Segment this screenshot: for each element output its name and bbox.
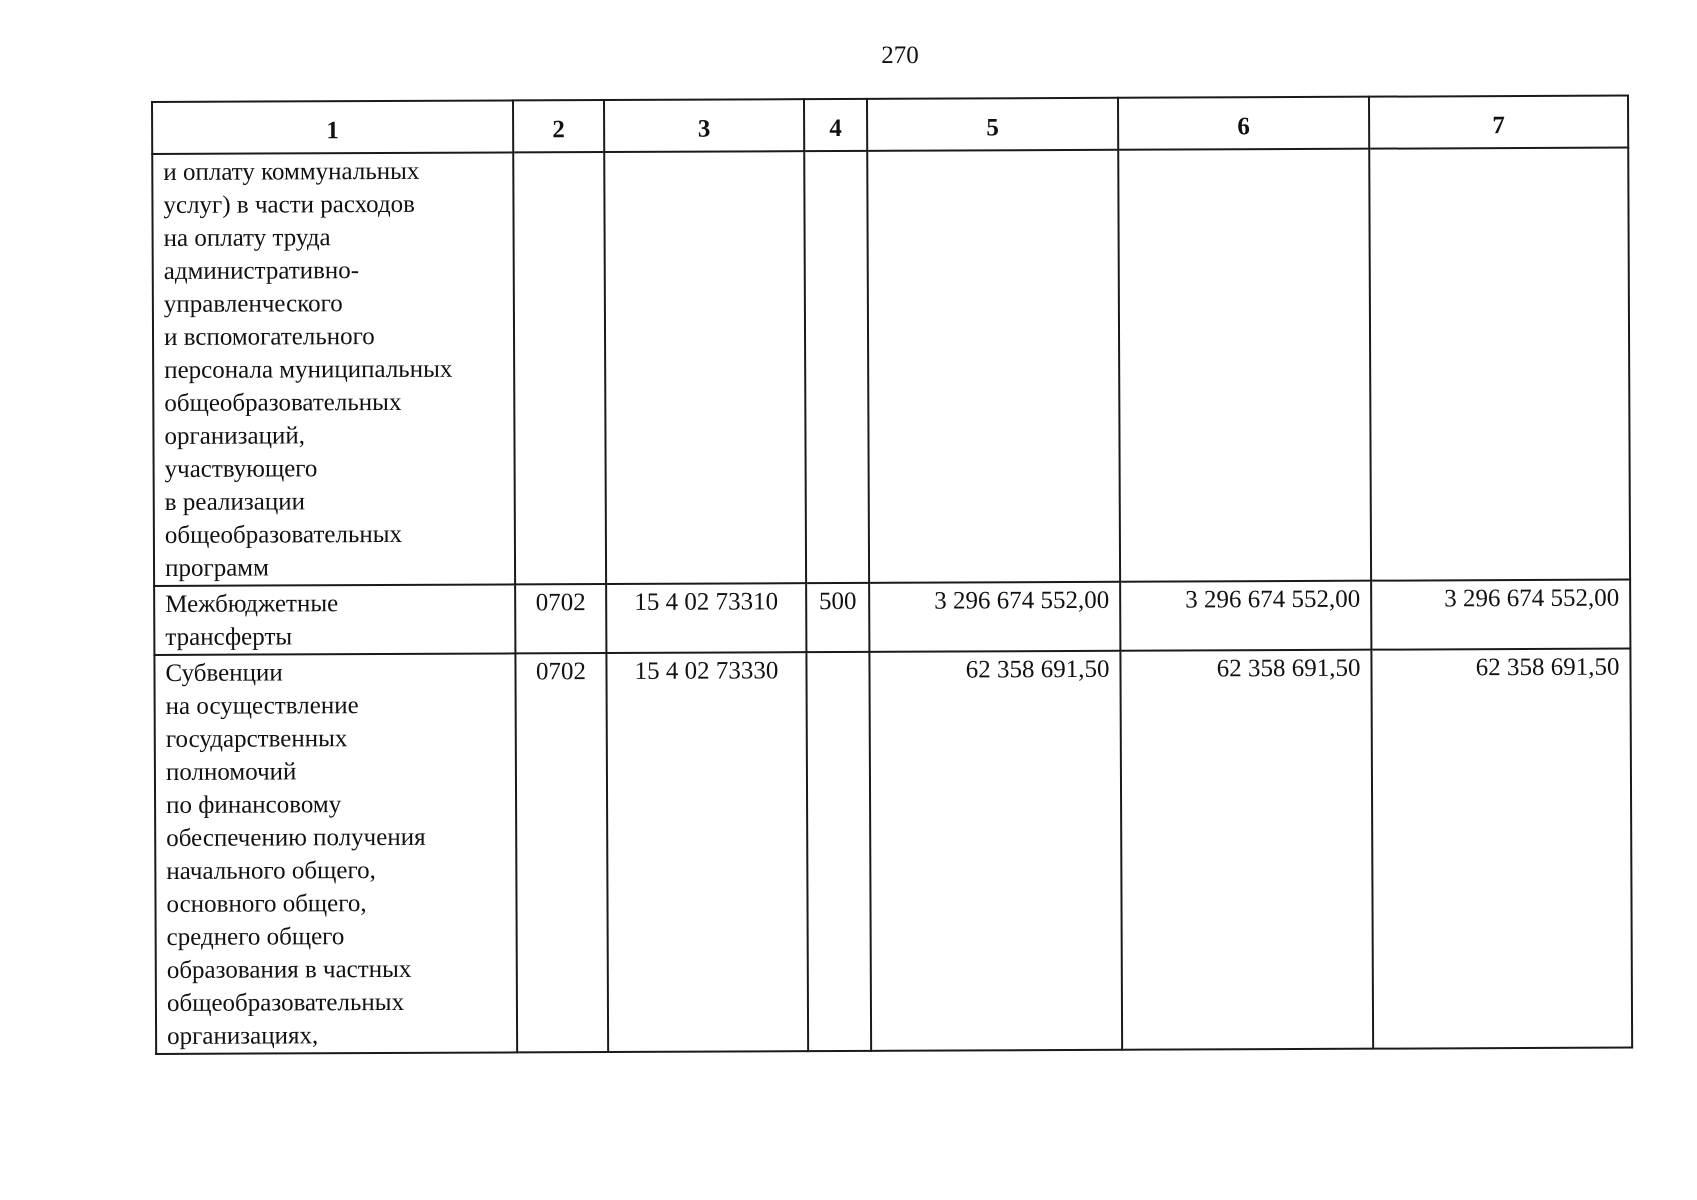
column-header-5: 5 bbox=[867, 98, 1118, 151]
page-number: 270 bbox=[881, 42, 919, 69]
name-line: общеобразовательных bbox=[164, 520, 403, 549]
name-line: по финансовому bbox=[166, 791, 342, 819]
amount-cell-7 bbox=[1369, 148, 1630, 581]
expense-name bbox=[165, 586, 504, 653]
amount-cell-7: 3 296 674 552,00 bbox=[1371, 580, 1630, 650]
expense-name bbox=[163, 154, 504, 584]
amount-cell-6: 62 358 691,50 bbox=[1120, 650, 1373, 1050]
table-row bbox=[152, 148, 1630, 586]
target-code-cell: 15 4 02 73310 bbox=[606, 583, 806, 653]
name-line: образования в частных bbox=[166, 955, 412, 984]
name-line: на осуществление bbox=[165, 692, 359, 720]
name-line: общеобразовательных bbox=[164, 388, 402, 417]
name-line: Межбюджетные bbox=[165, 590, 339, 618]
expense-type-cell bbox=[806, 652, 871, 1051]
column-header-6: 6 bbox=[1118, 97, 1369, 150]
column-header-1: 1 bbox=[152, 100, 513, 154]
amount-cell-5: 3 296 674 552,00 bbox=[869, 582, 1120, 652]
name-line: в реализации bbox=[164, 488, 306, 516]
name-line: общеобразовательных bbox=[166, 988, 405, 1017]
name-line: трансферты bbox=[165, 623, 293, 651]
budget-table bbox=[151, 95, 1633, 1055]
table-row bbox=[154, 649, 1632, 1054]
header-row bbox=[152, 96, 1628, 154]
amount-cell-6 bbox=[1118, 149, 1371, 582]
amount-cell-5 bbox=[867, 150, 1120, 583]
name-line: обеспечению получения bbox=[166, 823, 426, 852]
name-line: на оплату труда bbox=[163, 224, 331, 252]
name-line: и оплату коммунальных bbox=[163, 157, 420, 186]
name-line: и вспомогательного bbox=[163, 323, 375, 351]
section-code-cell: 0702 bbox=[515, 584, 606, 653]
amount-cell-6: 3 296 674 552,00 bbox=[1120, 581, 1371, 651]
amount-cell-5: 62 358 691,50 bbox=[869, 651, 1122, 1051]
expense-name-cell bbox=[154, 653, 517, 1054]
expense-name-cell bbox=[152, 152, 515, 586]
expense-name-cell bbox=[154, 584, 515, 655]
name-line: организаций, bbox=[164, 422, 305, 450]
target-code-cell: 15 4 02 73330 bbox=[606, 652, 808, 1052]
expense-type-cell: 500 bbox=[806, 583, 869, 652]
section-code-cell bbox=[513, 152, 606, 584]
name-line: государственных bbox=[165, 725, 348, 753]
expense-name bbox=[165, 655, 506, 1052]
column-header-2: 2 bbox=[513, 100, 604, 152]
table-row bbox=[154, 580, 1630, 655]
name-line: среднего общего bbox=[166, 923, 345, 951]
column-header-3: 3 bbox=[604, 99, 804, 152]
name-line: административно- bbox=[163, 257, 360, 285]
name-line: Субвенции bbox=[165, 659, 283, 687]
name-line: персонала муниципальных bbox=[164, 355, 453, 384]
name-line: участвующего bbox=[164, 455, 318, 483]
name-line: основного общего, bbox=[166, 890, 367, 918]
name-line: организациях, bbox=[167, 1022, 319, 1050]
section-code-cell: 0702 bbox=[515, 653, 608, 1052]
amount-cell-7: 62 358 691,50 bbox=[1371, 649, 1632, 1049]
target-code-cell bbox=[604, 151, 806, 584]
column-header-7: 7 bbox=[1369, 96, 1628, 149]
name-line: полномочий bbox=[165, 758, 297, 786]
name-line: программ bbox=[164, 554, 269, 582]
expense-type-cell bbox=[804, 151, 869, 583]
column-header-4: 4 bbox=[804, 99, 867, 151]
name-line: услуг) в части расходов bbox=[163, 190, 416, 219]
name-line: начального общего, bbox=[166, 857, 376, 885]
name-line: управленческого bbox=[163, 290, 343, 318]
